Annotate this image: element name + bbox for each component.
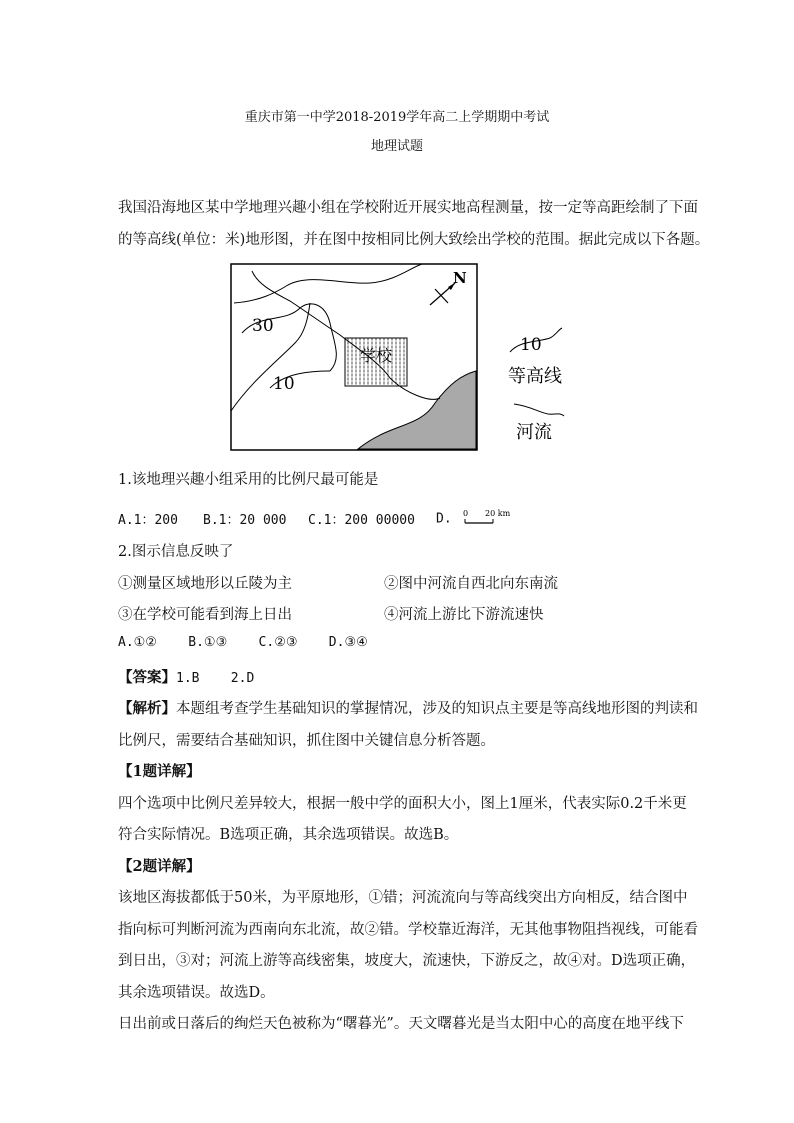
analysis-label: 【解析】 (118, 700, 176, 717)
detail-1-label: 【1题详解】 (118, 763, 201, 780)
q1-option-b: B.1：20 000 (203, 513, 287, 528)
school-label: 学校 (360, 346, 393, 365)
contour-map (230, 263, 478, 451)
answer-line (118, 666, 254, 687)
q2-statement-1: ①测量区域地形以丘陵为主 (118, 576, 292, 592)
q2-statement-3: ③在学校可能看到海上日出 (118, 607, 292, 623)
scale-bar (459, 509, 519, 529)
detail-1-line-2: 符合实际情况。B选项正确，其余选项错误。故选B。 (118, 827, 459, 843)
q2-stem: 2.图示信息反映了 (118, 544, 234, 560)
intro-line-1: 我国沿海地区某中学地理兴趣小组在学校附近开展实地高程测量，按一定等高距绘制了下面 (118, 200, 698, 216)
detail-2-label: 【2题详解】 (118, 858, 201, 875)
legend-value: 10 (520, 335, 542, 355)
q1-option-a: A.1：200 (118, 513, 178, 528)
detail-2-line-2: 指向标可判断河流为西南向东北流，故②错。学校靠近海洋，无其他事物阻挡视线，可能看 (118, 922, 698, 938)
q1-option-d (436, 509, 519, 529)
q1-stem: 1.该地理兴趣小组采用的比例尺最可能是 (118, 472, 379, 488)
legend-river-label: 河流 (516, 422, 552, 443)
analysis-line-1 (118, 697, 698, 718)
page-title: 重庆市第一中学2018-2019学年高二上学期期中考试 (244, 110, 550, 125)
map-legend (500, 320, 590, 450)
legend-river-symbol (514, 404, 564, 416)
answer-text: 1.B 2.D (176, 671, 255, 686)
analysis-line-2: 比例尺，需要结合基础知识，抓住图中关键信息分析答题。 (118, 733, 495, 749)
intro-line-2: 的等高线(单位：米)地形图，并在图中按相同比例大致绘出学校的范围。据此完成以下各题。 (118, 232, 710, 248)
q2-statement-4: ④河流上游比下游流速快 (384, 607, 544, 623)
analysis-text-1: 本题组考查学生基础知识的掌握情况，涉及的知识点主要是等高线地形图的判读和 (176, 701, 698, 717)
contour-label-30: 30 (252, 316, 274, 336)
q2-statement-2: ②图中河流自西北向东南流 (384, 576, 558, 592)
contour-label-10: 10 (273, 374, 295, 394)
scale-twenty: 20 km (485, 509, 511, 518)
next-question-line-1: 日出前或日落后的绚烂天色被称为“曙暮光”。天文曙暮光是当太阳中心的高度在地平线下 (118, 1016, 684, 1032)
legend-contour-label: 等高线 (508, 366, 562, 387)
q1-option-c: C.1：200 00000 (308, 513, 415, 528)
page-subtitle: 地理试题 (370, 139, 423, 154)
detail-1-line-1: 四个选项中比例尺差异较大，根据一般中学的面积大小，图上1厘米，代表实际0.2千米更 (118, 796, 687, 812)
scale-zero: 0 (463, 509, 469, 518)
q1-option-d-label: D. (436, 511, 452, 527)
answer-label: 【答案】 (118, 669, 176, 686)
detail-2-line-4: 其余选项错误。故选D。 (118, 985, 275, 1001)
detail-2-line-1: 该地区海拔都低于50米，为平原地形，①错；河流流向与等高线突出方向相反，结合图中 (118, 890, 688, 906)
north-label: N (453, 269, 467, 287)
q2-options: A.①② B.①③ C.②③ D.③④ (118, 635, 368, 650)
detail-2-line-3: 到日出，③对；河流上游等高线密集，坡度大，流速快，下游反之，故④对。D选项正确， (118, 953, 696, 969)
